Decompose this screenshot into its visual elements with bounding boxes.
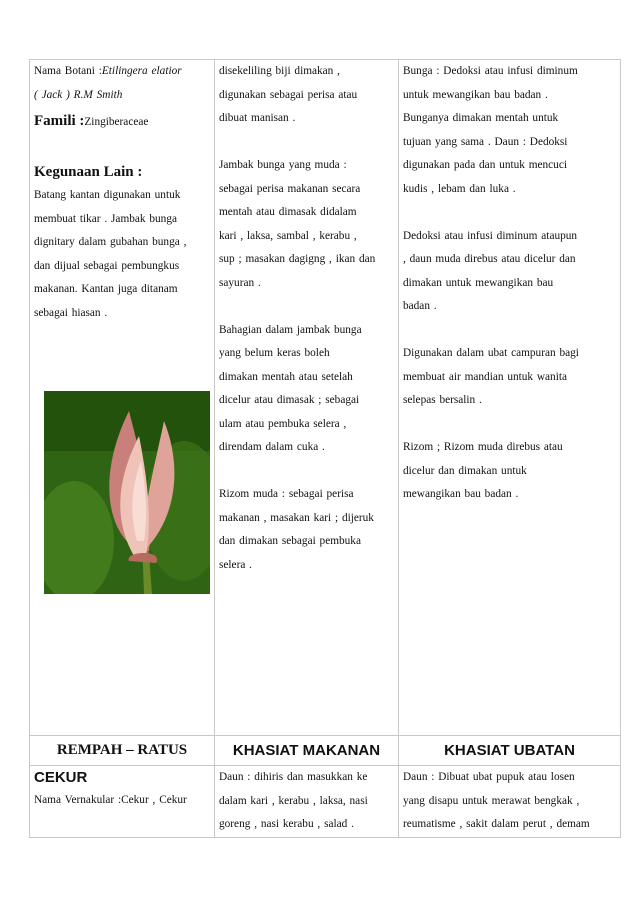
torch-ginger-flower-photo <box>44 391 210 594</box>
botanical-author: ( Jack ) R.M Smith <box>34 88 123 101</box>
cekur-info-cell <box>30 766 215 838</box>
table-row <box>30 60 621 736</box>
header-spices: REMPAH – RATUS <box>30 736 215 766</box>
cekur-title: CEKUR <box>34 769 88 786</box>
herb-table <box>29 59 621 838</box>
plant-info-cell <box>30 60 215 736</box>
food-uses-block: disekeliling biji dimakan , digunakan sebagai perisa atau dibuat manisan . Jambak bunga yang muda : sebagai perisa makanan secara mentah atau dimasak didalam kari , laksa, sambal , kerabu , sup ; masakan dagigng , ikan dan sayuran . Bahagian dalam jambak bunga yang belum keras boleh dimakan mentah atau setelah dicelur atau dimasak ; sebagai ulam atau pembuka selera , direndam dalam cuka . Rizom muda : sebagai perisa makanan , masakan kari ; dijeruk dan dimakan sebagai pembuka selera . <box>219 65 376 571</box>
medicinal-uses-block: Bunga : Dedoksi atau infusi diminum untuk mewangikan bau badan . Bunganya dimakan mentah untuk tujuan yang sama . Daun : Dedoksi digunakan pada dan untuk mencuci kudis , lebam dan luka . Dedoksi atau infusi diminum ataupun , daun muda direbus atau dicelur dan dimakan untuk mewangikan bau badan . Digunakan dalam ubat campuran bagi membuat air mandian untuk wanita selepas bersalin . Rizom ; Rizom muda direbus atau dicelur dan dimakan untuk mewangikan bau badan . <box>403 65 579 500</box>
other-uses-text: Batang kantan digunakan untuk membuat tikar . Jambak bunga dignitary dalam gubahan bunga , dan dijual sebagai pembungkus makanan. Kantan juga ditanam sebagai hiasan . <box>34 189 187 319</box>
medicinal-uses-cell <box>399 60 621 736</box>
table-header-row <box>30 736 621 766</box>
food-uses-cell <box>215 60 399 736</box>
header-food-benefits: KHASIAT MAKANAN <box>215 736 399 766</box>
cekur-food-cell <box>215 766 399 838</box>
header-medicinal-benefits: KHASIAT UBATAN <box>399 736 621 766</box>
vernacular-name: Nama Vernakular :Cekur , Cekur <box>34 794 187 806</box>
cekur-medicinal-cell <box>399 766 621 838</box>
cekur-food-text: Daun : dihiris dan masukkan ke dalam kari , kerabu , laksa, nasi goreng , nasi kerabu , salad . <box>219 771 368 830</box>
other-uses-title: Kegunaan Lain : <box>34 164 143 180</box>
family-name: Famili :Zingiberaceae <box>34 113 149 129</box>
table-row <box>30 766 621 838</box>
botanical-name: Nama Botani :Etilingera elatior <box>34 65 182 77</box>
cekur-medicinal-text: Daun : Dibuat ubat pupuk atau losen yang disapu untuk merawat bengkak , reumatisme , sakit dalam perut , demam <box>403 771 590 830</box>
